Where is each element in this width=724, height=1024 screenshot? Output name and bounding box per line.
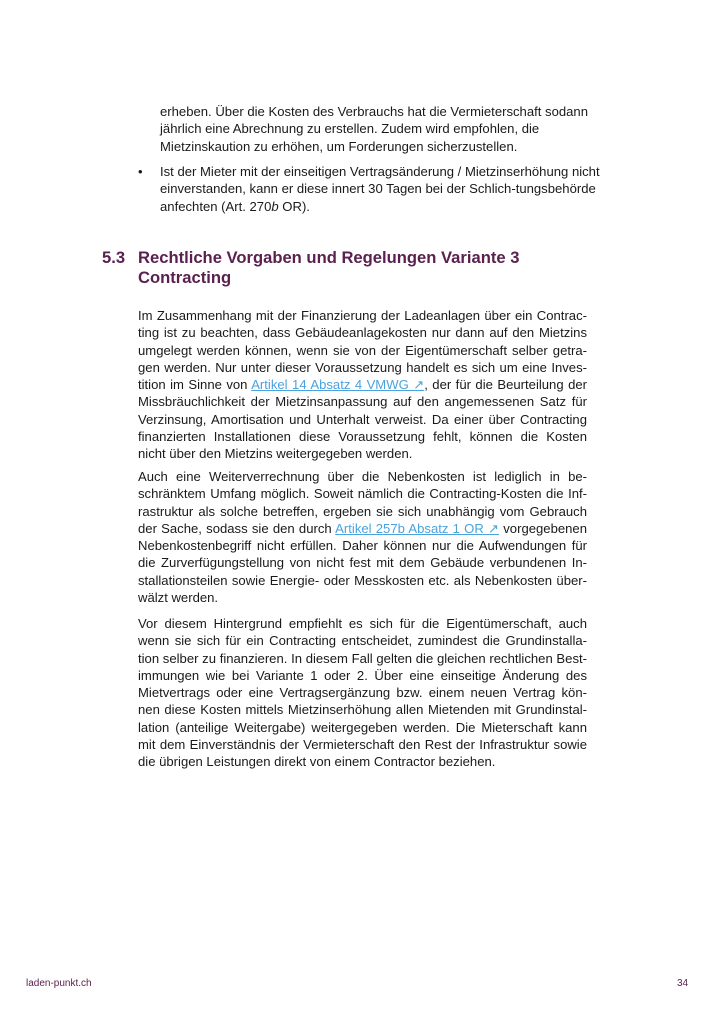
paragraph-nebenkosten: Auch eine Weiterverrechnung über die Nebenkosten ist lediglich in be-schränktem Umfang möglich. Soweit nämlich die Contracting-Kosten die Inf-rastruktur als solche betreffen, ergeben sie sich unabhängig vom Gebrauch der Sache, sodass sie den durch Artikel 257b Absatz 1 OR ↗ vorgegebenen Nebenkostenbegriff nicht erfüllen. Daher können nur die Aufwendungen für die Zurverfügungstellung von nicht fest mit dem Gebäude verbundenen In-stallationsteilen sowie Energie- oder Messkosten etc. als Nebenkosten über-wälzt werden.	[138, 469, 587, 606]
section-title: Rechtliche Vorgaben und Regelungen Variante 3 Contracting	[138, 248, 520, 287]
footer-site-name: laden-punkt.ch	[26, 978, 92, 989]
bullet-text: Ist der Mieter mit der einseitigen Vertragsänderung / Mietzinserhöhung nicht einverstanden, kann er diese innert 30 Tagen bei der Schlich-tungsbehörde anfechten (Art. 270b OR).	[160, 164, 600, 214]
section-number: 5.3	[102, 248, 126, 267]
bullet-icon: •	[138, 164, 143, 179]
bullet-list-item	[138, 163, 600, 215]
footer-page-number: 34	[677, 978, 689, 989]
section-heading	[102, 248, 602, 288]
link-or-art257b[interactable]: Artikel 257b Absatz 1 OR ↗	[335, 520, 500, 536]
link-vmwg-art14[interactable]: Artikel 14 Absatz 4 VMWG ↗	[251, 377, 425, 393]
bullet-continuation-text: erheben. Über die Kosten des Verbrauchs hat die Vermieterschaft sodann jährlich eine Abrechnung zu erstellen. Zudem wird empfohlen, die Mietzinskaution zu erhöhen, um Forderungen sicherzustellen.	[160, 104, 588, 154]
paragraph-recommendation: Vor diesem Hintergrund empfiehlt es sich für die Eigentümerschaft, auch wenn sie sich für ein Contracting entscheidet, zumindest die Grundinstalla-tion selber zu finanzieren. In diesem Fall gelten die gleichen rechtlichen Best-immungen wie bei Variante 1 oder 2. Über eine einseitige Änderung des Mietvertrags oder eine Vertragsergänzung bzw. einem neuen Vertrag kön-nen diese Kosten mittels Mietzinserhöhung allen Mietenden mit Grundinstal-lation (anteilige Weitergabe) weitergegeben werden. Die Mieterschaft kann mit dem Einverständnis der Vermieterschaft den Rest der Infrastruktur sowie die übrigen Leistungen direkt von einem Contractor beziehen.	[138, 616, 587, 770]
paragraph-financing: Im Zusammenhang mit der Finanzierung der Ladeanlagen über ein Contrac-ting ist zu beachten, dass Gebäudeanlagekosten nur dann auf den Mietzins umgelegt werden können, wenn sie von der Eigentümerschaft selber getra-gen werden. Nur unter dieser Voraussetzung handelt es sich um eine Inves-tition im Sinne von Artikel 14 Absatz 4 VMWG ↗, der für die Beurteilung der Missbräuchlichkeit der Mietzinsanpassung auf den angemessenen Satz für Verzinsung, Amortisation und Unterhalt verweist. Da einer über Contracting finanzierten Installationen diese Voraussetzung fehlt, können die Kosten nicht über den Mietzins weitergegeben werden.	[138, 308, 587, 462]
